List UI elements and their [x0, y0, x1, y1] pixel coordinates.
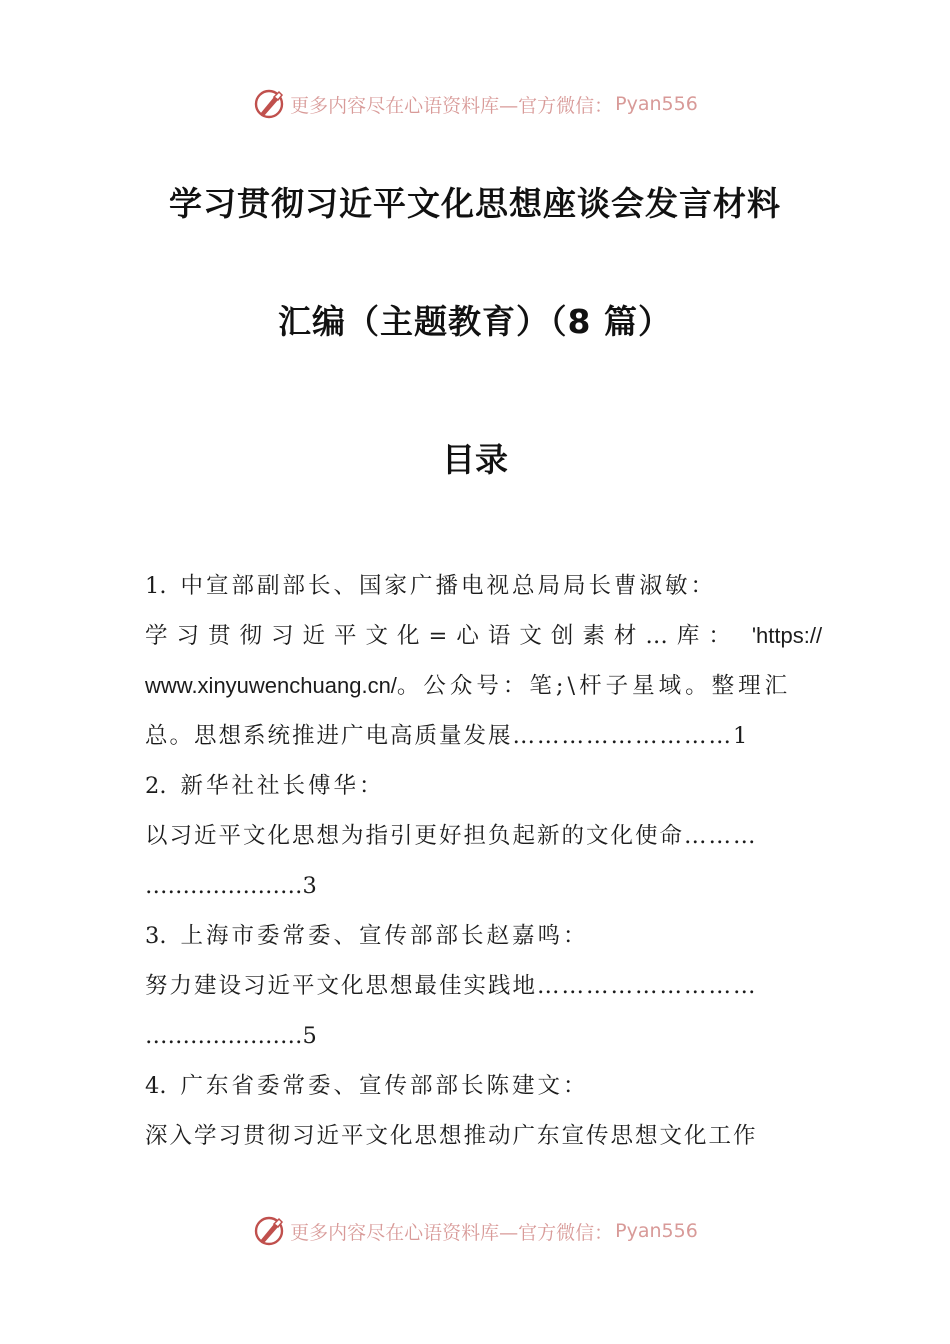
toc-entry-speaker: 广东省委常委、宣传部部长陈建文： — [180, 1073, 589, 1099]
toc-entry-page-leader: …………………5 — [145, 1023, 317, 1049]
toc-heading: 目录 — [442, 440, 508, 479]
toc-entry-2-page-line — [145, 866, 805, 916]
toc-entry-1-url-line — [145, 666, 805, 716]
watermark-wechat-id: Pyan556 — [615, 1220, 698, 1242]
toc-entry-3-page-line — [145, 1016, 805, 1066]
toc-entry-number: 3. — [145, 923, 167, 949]
toc-entry-3-title-line — [145, 966, 805, 1016]
document-title-line-2: 汇编（主题教育）（8 篇） — [278, 302, 672, 341]
toc-entry-1-speaker-line — [145, 566, 805, 616]
toc-entry-page-leader: …………………3 — [145, 873, 317, 899]
toc-entry-speaker: 中宣部副部长、国家广播电视总局局长曹淑敏： — [180, 573, 716, 599]
toc-entry-4-title-line — [145, 1116, 805, 1166]
toc-entry-title-text: 努力建设习近平文化思想最佳实践地……………………… — [145, 973, 758, 999]
toc-entry-speaker: 新华社社长傅华： — [180, 773, 385, 799]
watermark-text: 更多内容尽在心语资料库—官方微信： — [290, 1221, 614, 1244]
toc-entry-title-text: 以习近平文化思想为指引更好担负起新的文化使命……… — [145, 823, 758, 849]
watermark-footer — [0, 1209, 950, 1253]
toc-entry-title-text: 深入学习贯彻习近平文化思想推动广东宣传思想文化工作 — [145, 1123, 758, 1149]
watermark-text: 更多内容尽在心语资料库—官方微信： — [290, 94, 614, 117]
toc-entry-url-fragment: 'https:// — [751, 623, 823, 648]
toc-entry-1-end-line — [145, 716, 805, 766]
toc-entry-number: 1. — [145, 573, 167, 599]
pen-nib-icon — [252, 87, 286, 121]
document-title-line-1: 学习贯彻习近平文化思想座谈会发言材料 — [169, 184, 781, 223]
pen-nib-icon — [252, 1214, 286, 1248]
toc-entry-3-speaker-line — [145, 916, 805, 966]
toc-entry-speaker: 上海市委常委、宣传部部长赵嘉鸣： — [180, 923, 589, 949]
watermark-header — [0, 82, 950, 126]
toc-entry-1-title-line — [145, 616, 823, 666]
toc-entry-2-speaker-line — [145, 766, 805, 816]
table-of-contents — [145, 566, 823, 1166]
toc-entry-url: www.xinyuwenchuang.cn/ — [145, 673, 397, 698]
toc-entry-title-text: 学习贯彻习近平文化=心语文创素材…库： — [145, 623, 740, 649]
toc-entry-title-text: 。公众号：笔;\杆子星域。整理汇 — [396, 673, 792, 699]
watermark-wechat-id: Pyan556 — [615, 93, 698, 115]
toc-entry-2-title-line — [145, 816, 805, 866]
toc-entry-number: 2. — [145, 773, 167, 799]
toc-entry-number: 4. — [145, 1073, 167, 1099]
toc-entry-title-text: 总。思想系统推进广电高质量发展………………………1 — [145, 723, 750, 749]
toc-entry-4-speaker-line — [145, 1066, 805, 1116]
